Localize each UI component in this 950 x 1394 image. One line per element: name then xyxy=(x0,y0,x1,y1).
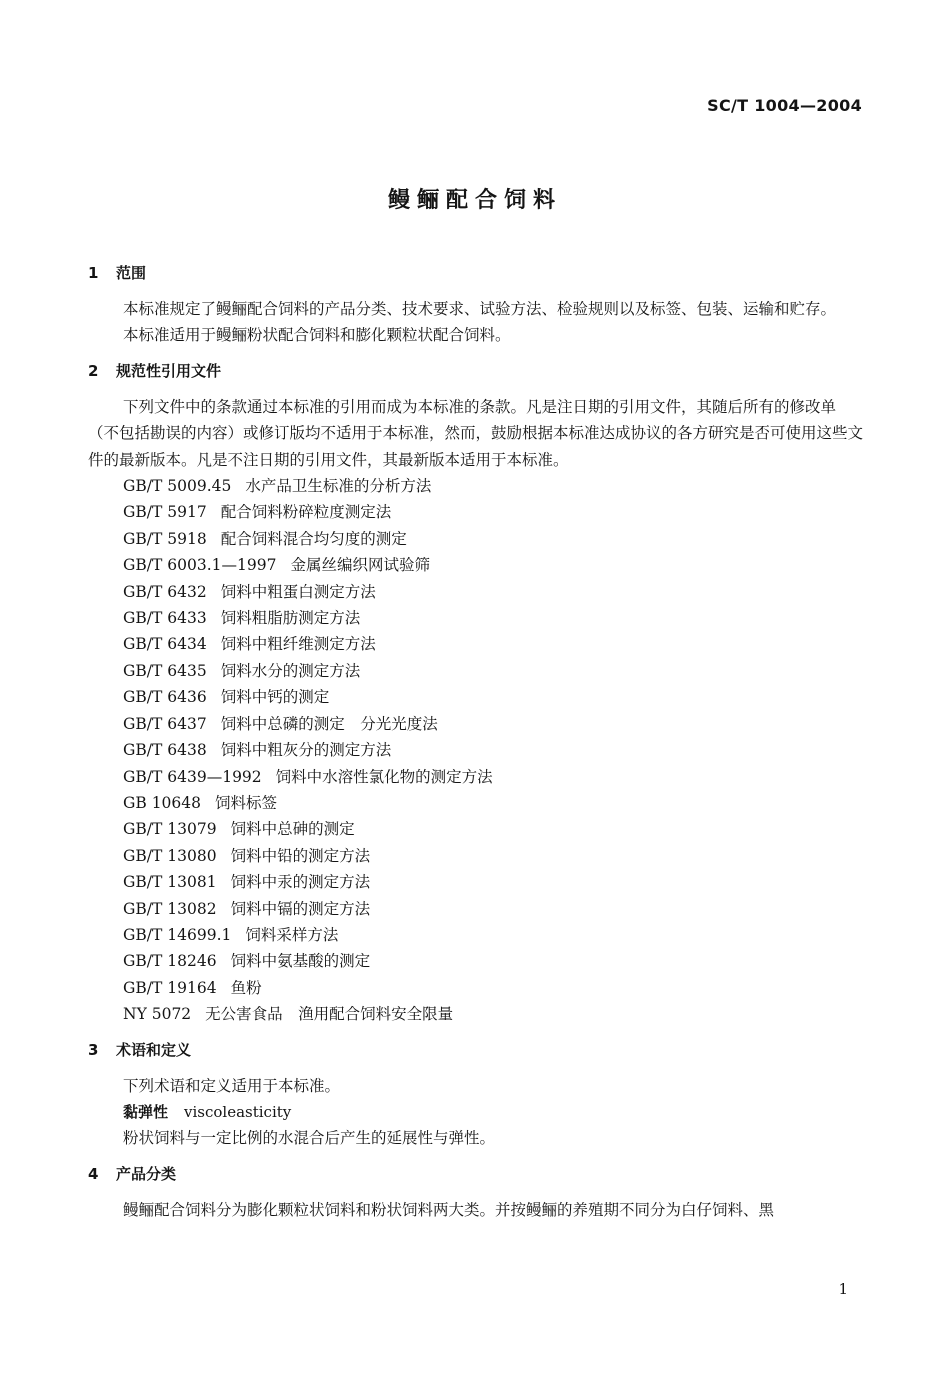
reference-title: 饲料中镉的测定方法 xyxy=(230,899,371,918)
reference-item xyxy=(88,711,863,737)
reference-item xyxy=(88,975,863,1001)
reference-code: GB/T 13080 xyxy=(123,846,217,865)
document-title: 鳗鲡配合饲料 xyxy=(387,188,562,213)
reference-item xyxy=(88,790,863,816)
reference-item xyxy=(88,552,863,578)
section-heading-scope xyxy=(88,260,863,286)
reference-item xyxy=(88,658,863,684)
reference-code: GB/T 18246 xyxy=(123,952,217,971)
reference-code: GB/T 6439—1992 xyxy=(123,767,262,786)
reference-item xyxy=(88,579,863,605)
reference-item xyxy=(88,499,863,525)
reference-code: GB/T 6436 xyxy=(123,688,207,707)
section-number: 4 xyxy=(88,1164,99,1183)
reference-code: GB/T 6437 xyxy=(123,714,207,733)
reference-code: GB/T 13081 xyxy=(123,873,217,892)
scope-paragraph-2: 本标准适用于鳗鲡粉状配合饲料和膨化颗粒状配合饲料。 xyxy=(123,326,511,345)
reference-code: GB/T 5009.45 xyxy=(123,477,232,496)
term-english: viscoleasticity xyxy=(184,1102,292,1121)
page-number: 1 xyxy=(838,1280,848,1298)
reference-code: GB/T 19164 xyxy=(123,978,217,997)
reference-title: 饲料标签 xyxy=(215,793,278,812)
reference-code: GB/T 5918 xyxy=(123,529,207,548)
reference-title: 配合饲料粉碎粒度测定法 xyxy=(220,503,392,522)
section-title: 术语和定义 xyxy=(116,1040,192,1059)
standard-code: SC/T 1004—2004 xyxy=(707,96,862,115)
reference-code: GB/T 13082 xyxy=(123,899,217,918)
reference-code: GB/T 14699.1 xyxy=(123,925,232,944)
section-number: 3 xyxy=(88,1040,99,1059)
term-entry xyxy=(88,1099,863,1125)
reference-code: GB/T 13079 xyxy=(123,820,217,839)
reference-code: NY 5072 xyxy=(123,1005,192,1024)
reference-list xyxy=(88,473,863,1028)
reference-code: GB/T 6432 xyxy=(123,582,207,601)
reference-title: 金属丝编织网试验筛 xyxy=(290,556,430,575)
reference-item xyxy=(88,526,863,552)
reference-item xyxy=(88,948,863,974)
terms-intro: 下列术语和定义适用于本标准。 xyxy=(123,1076,341,1095)
reference-title: 饲料中总砷的测定 xyxy=(230,820,355,839)
reference-code: GB/T 6433 xyxy=(123,609,207,628)
reference-title: 饲料中粗灰分的测定方法 xyxy=(220,741,392,760)
reference-item xyxy=(88,684,863,710)
reference-title: 水产品卫生标准的分析方法 xyxy=(245,477,432,496)
reference-title: 饲料中氨基酸的测定 xyxy=(230,952,371,971)
reference-item xyxy=(88,737,863,763)
reference-item xyxy=(88,816,863,842)
reference-title: 饲料中粗纤维测定方法 xyxy=(220,635,376,654)
reference-title: 饲料中总磷的测定 分光光度法 xyxy=(220,714,438,733)
reference-title: 配合饲料混合均匀度的测定 xyxy=(220,529,407,548)
reference-title: 饲料粗脂肪测定方法 xyxy=(220,609,361,628)
reference-title: 饲料水分的测定方法 xyxy=(220,661,361,680)
reference-title: 饲料中水溶性氯化物的测定方法 xyxy=(275,767,493,786)
section-number: 2 xyxy=(88,361,99,380)
references-intro: 下列文件中的条款通过本标准的引用而成为本标准的条款。凡是注日期的引用文件，其随后所有的修改单（不包括勘误的内容）或修订版均不适用于本标准，然而，鼓励根据本标准达成协议的各方研究是否可使用这些文件的最新版本。凡是不注日期的引用文件，其最新版本适用于本标准。 xyxy=(88,397,864,469)
classification-paragraph: 鳗鲡配合饲料分为膨化颗粒状饲料和粉状饲料两大类。并按鳗鲡的养殖期不同分为白仔饲料、黑 xyxy=(123,1200,775,1219)
reference-title: 无公害食品 渔用配合饲料安全限量 xyxy=(205,1005,454,1024)
section-title: 产品分类 xyxy=(116,1164,177,1183)
reference-code: GB/T 6003.1—1997 xyxy=(123,556,277,575)
reference-title: 饲料中钙的测定 xyxy=(220,688,330,707)
reference-code: GB/T 6438 xyxy=(123,741,207,760)
reference-item xyxy=(88,1001,863,1027)
reference-item xyxy=(88,631,863,657)
reference-title: 饲料中汞的测定方法 xyxy=(230,873,371,892)
reference-code: GB/T 6434 xyxy=(123,635,207,654)
reference-item xyxy=(88,843,863,869)
scope-paragraph-1: 本标准规定了鳗鲡配合饲料的产品分类、技术要求、试验方法、检验规则以及标签、包装、运输和贮存。 xyxy=(123,300,837,318)
section-heading-normative-references xyxy=(88,358,863,384)
term-definition: 粉状饲料与一定比例的水混合后产生的延展性与弹性。 xyxy=(123,1129,496,1148)
section-title: 规范性引用文件 xyxy=(116,361,222,380)
section-number: 1 xyxy=(88,264,99,282)
reference-title: 鱼粉 xyxy=(230,978,262,997)
section-heading-classification xyxy=(88,1161,863,1187)
document-body xyxy=(88,260,863,1223)
reference-title: 饲料中粗蛋白测定方法 xyxy=(220,582,376,601)
reference-title: 饲料中铅的测定方法 xyxy=(230,846,371,865)
reference-item xyxy=(88,605,863,631)
reference-title: 饲料采样方法 xyxy=(245,925,339,944)
reference-item xyxy=(88,922,863,948)
reference-code: GB 10648 xyxy=(123,793,202,812)
term-chinese: 黏弹性 xyxy=(123,1102,169,1121)
reference-item xyxy=(88,869,863,895)
reference-code: GB/T 5917 xyxy=(123,503,207,522)
reference-item xyxy=(88,896,863,922)
reference-item xyxy=(88,473,863,499)
section-heading-terms xyxy=(88,1037,863,1063)
reference-item xyxy=(88,764,863,790)
reference-code: GB/T 6435 xyxy=(123,661,207,680)
section-title: 范围 xyxy=(116,264,147,282)
